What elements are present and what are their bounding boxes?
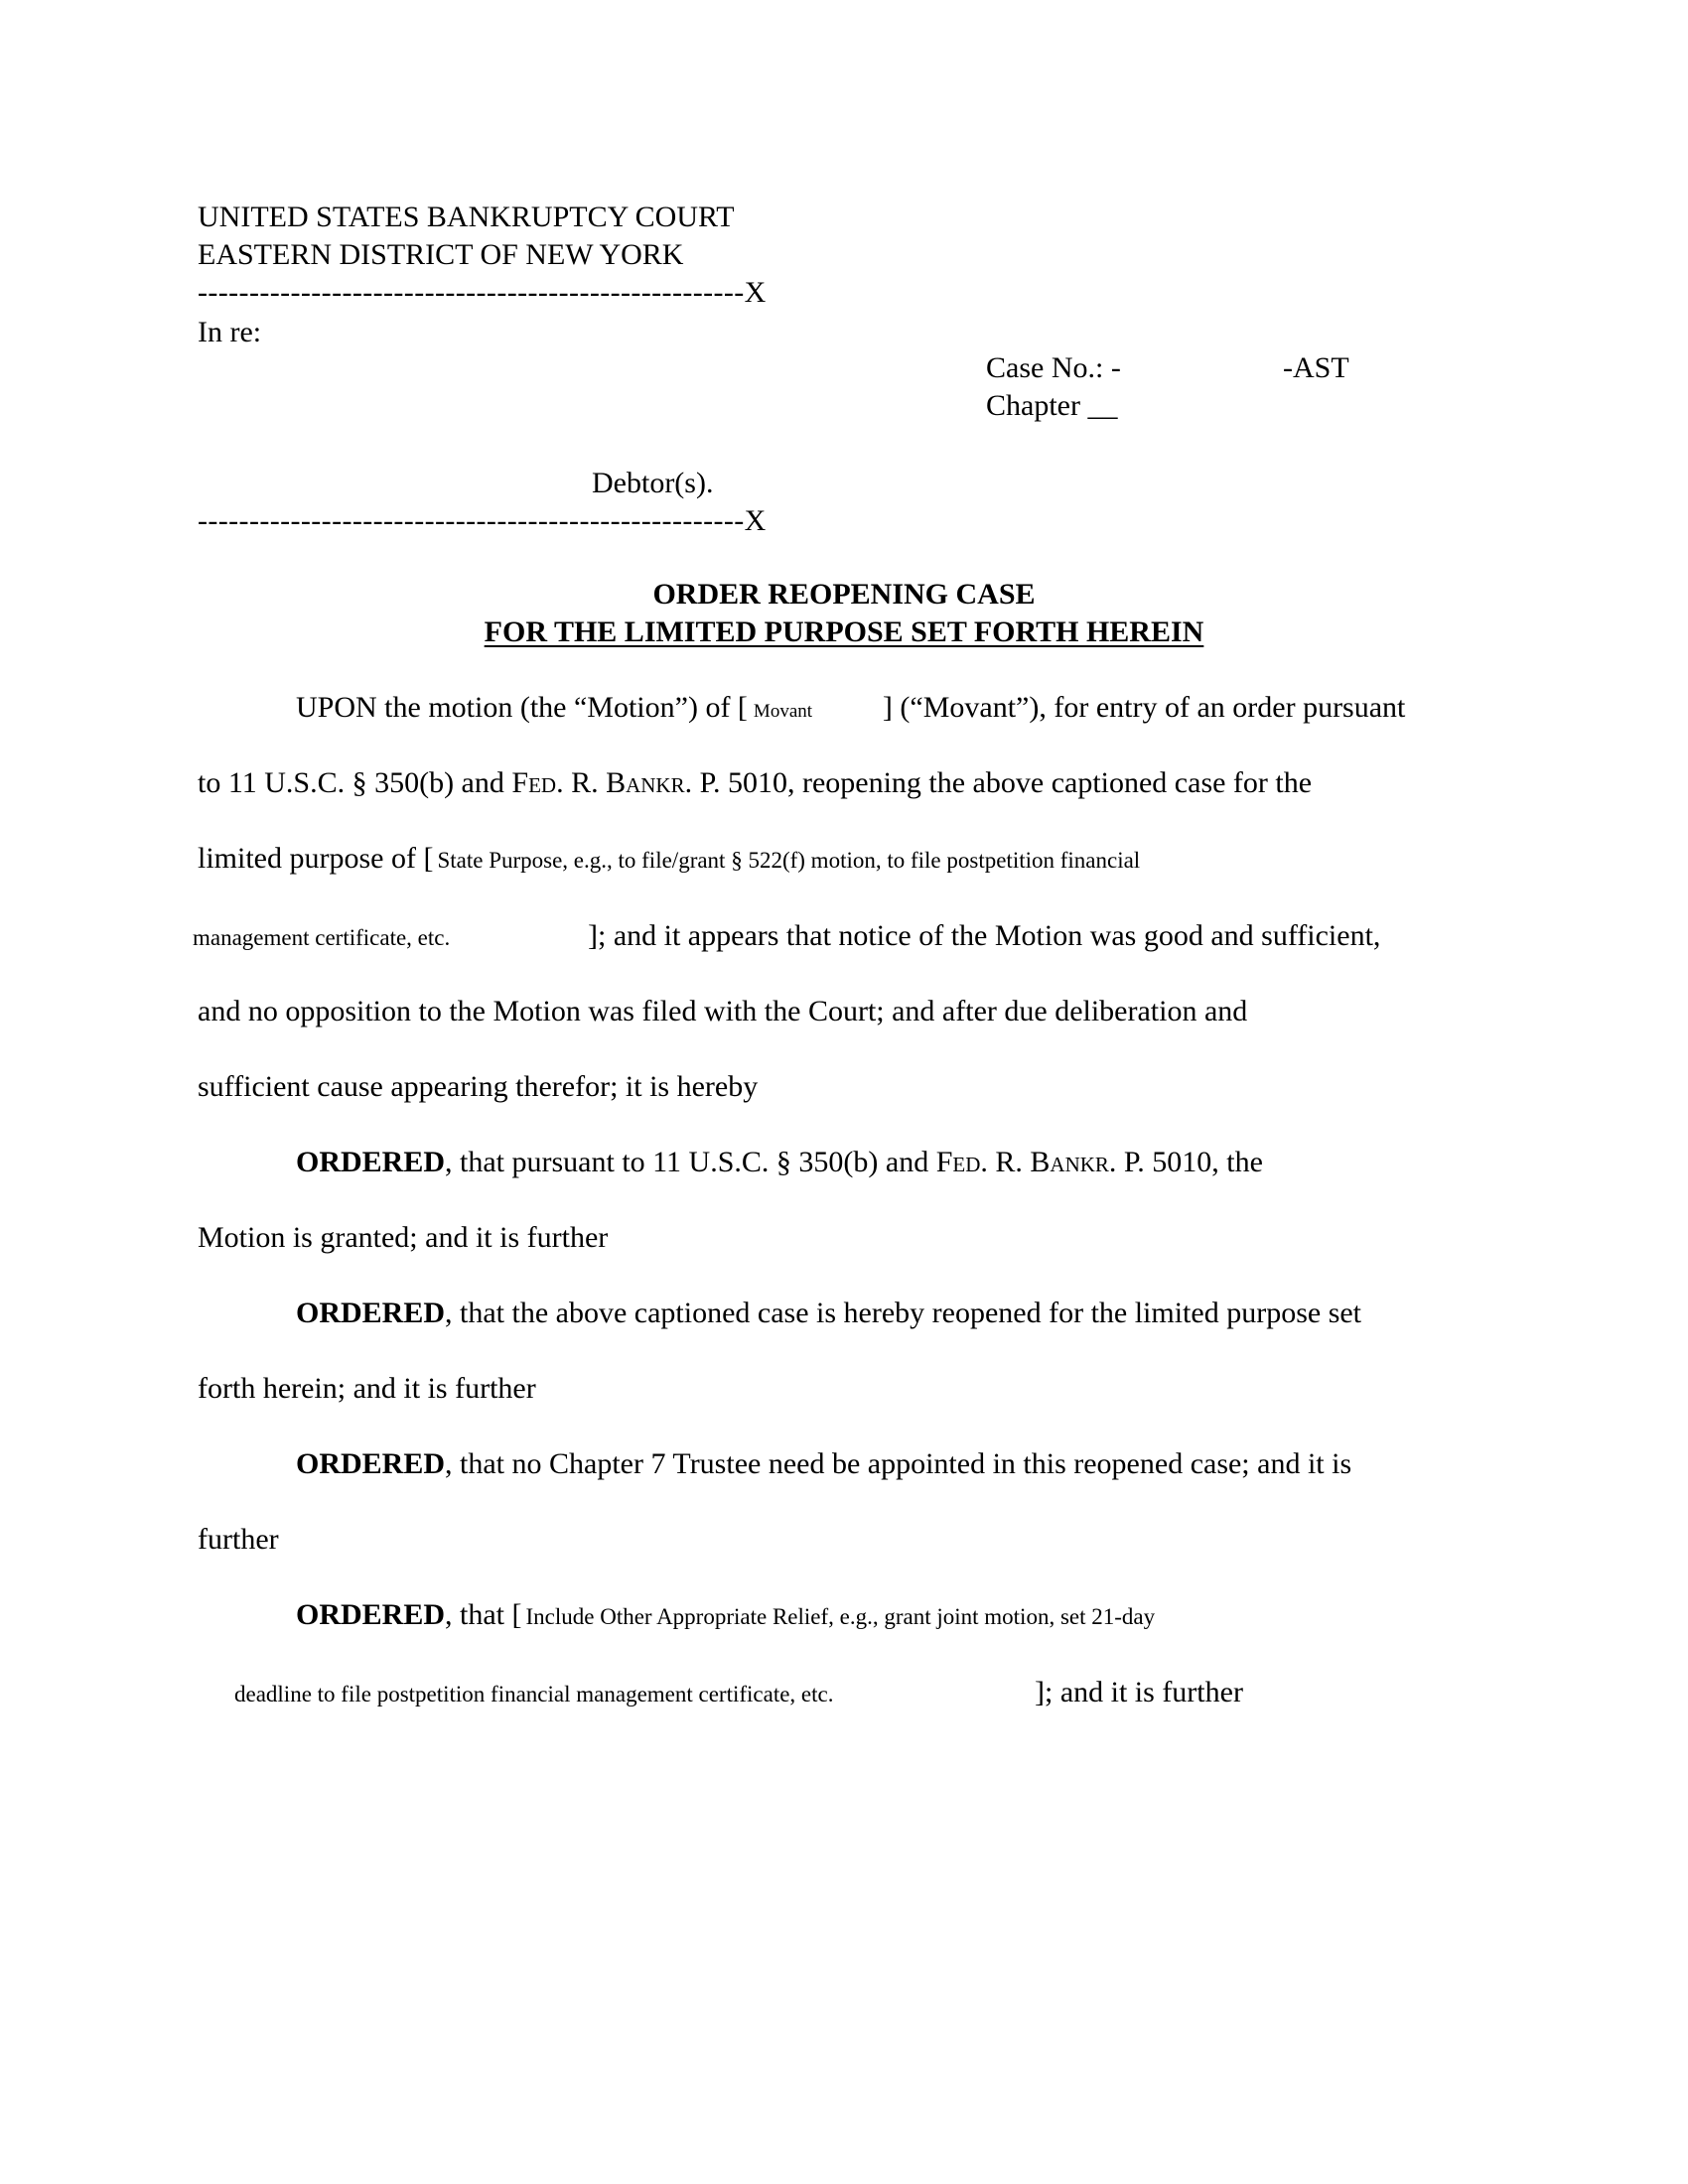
relief-placeholder-cont: deadline to file postpetition financial management certificate, etc. xyxy=(234,1682,834,1706)
intro-text: P. 5010, reopening the above captioned case for the xyxy=(692,766,1313,799)
ordered-label: ORDERED xyxy=(296,1598,446,1631)
intro-text: to 11 U.S.C. § 350(b) and xyxy=(198,766,512,799)
ordered-2-line-2: forth herein; and it is further xyxy=(198,1372,536,1405)
court-district: EASTERN DISTRICT OF NEW YORK xyxy=(198,238,684,271)
in-re-label: In re: xyxy=(198,316,262,348)
intro-line-3 xyxy=(198,842,1140,876)
ordered-label: ORDERED xyxy=(296,1297,446,1329)
case-number-label: Case No.: - xyxy=(986,351,1121,384)
intro-line-4 xyxy=(193,919,1380,953)
intro-line-6: sufficient cause appearing therefor; it is hereby xyxy=(198,1070,759,1103)
ordered-1-line-2: Motion is granted; and it is further xyxy=(198,1221,609,1254)
ordered-label: ORDERED xyxy=(296,1146,446,1178)
intro-line-1 xyxy=(296,691,1405,725)
ordered-text: ]; and it is further xyxy=(1035,1676,1243,1708)
rule-reference: Fed. R. Bankr. xyxy=(511,766,693,799)
purpose-placeholder: State Purpose, e.g., to file/grant § 522(f) motion, to file postpetition financial xyxy=(437,848,1141,873)
intro-text: limited purpose of [ xyxy=(198,842,434,875)
order-subtitle-wrap xyxy=(0,615,1688,649)
purpose-placeholder-cont: management certificate, etc. xyxy=(193,925,451,950)
ordered-text: , that pursuant to 11 U.S.C. § 350(b) and xyxy=(445,1146,936,1178)
caption-divider-bottom: -----------------------------------------------------X xyxy=(198,504,767,537)
ordered-text: P. 5010, the xyxy=(1116,1146,1263,1178)
order-subtitle: FOR THE LIMITED PURPOSE SET FORTH HEREIN xyxy=(484,615,1204,648)
intro-line-5: and no opposition to the Motion was filed with the Court; and after due deliberation and xyxy=(198,995,1248,1027)
ordered-4-line-2 xyxy=(234,1676,1243,1709)
ordered-3-line-1 xyxy=(296,1447,1351,1481)
ordered-text: , that [ xyxy=(445,1598,522,1631)
caption-divider-top: -----------------------------------------------------X xyxy=(198,276,767,309)
intro-text: UPON the motion (the “Motion”) of [ xyxy=(296,691,748,724)
rule-reference: Fed. R. Bankr. xyxy=(935,1146,1117,1178)
order-title: ORDER REOPENING CASE xyxy=(652,578,1036,611)
intro-text: ]; and it appears that notice of the Motion was good and sufficient, xyxy=(588,919,1381,952)
ordered-1-line-1 xyxy=(296,1146,1263,1179)
ordered-text: , that no Chapter 7 Trustee need be appointed in this reopened case; and it is xyxy=(445,1447,1352,1480)
intro-line-2 xyxy=(198,766,1312,800)
ordered-text: , that the above captioned case is hereby reopened for the limited purpose set xyxy=(445,1297,1362,1329)
case-number-suffix: -AST xyxy=(1283,351,1349,384)
relief-placeholder: Include Other Appropriate Relief, e.g., grant joint motion, set 21-day xyxy=(525,1604,1156,1629)
intro-text: ] (“Movant”), for entry of an order pursuant xyxy=(882,691,1406,724)
movant-placeholder: Movant xyxy=(753,701,813,722)
ordered-3-line-2: further xyxy=(198,1523,279,1556)
court-name: UNITED STATES BANKRUPTCY COURT xyxy=(198,201,735,233)
ordered-4-line-1 xyxy=(296,1598,1155,1632)
ordered-label: ORDERED xyxy=(296,1447,446,1480)
debtor-label: Debtor(s). xyxy=(592,467,714,499)
chapter-label: Chapter __ xyxy=(986,389,1118,422)
ordered-2-line-1 xyxy=(296,1297,1361,1330)
